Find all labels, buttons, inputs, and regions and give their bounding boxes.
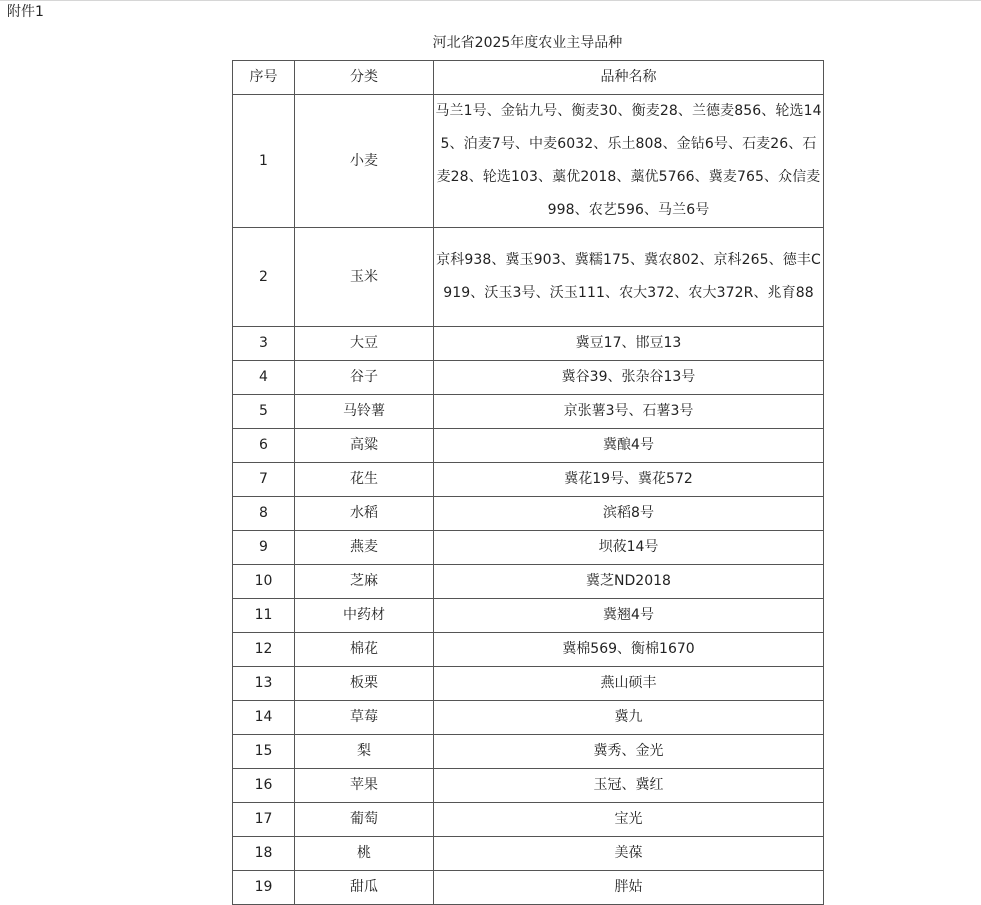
row-no: 14 <box>233 701 295 735</box>
row-no: 15 <box>233 735 295 769</box>
row-varieties: 宝光 <box>434 803 824 837</box>
row-category: 马铃薯 <box>295 395 434 429</box>
table-row <box>233 871 824 905</box>
header-no: 序号 <box>233 61 295 95</box>
top-divider <box>0 0 981 1</box>
table-row <box>233 701 824 735</box>
table-row <box>233 531 824 565</box>
row-varieties: 冀谷39、张杂谷13号 <box>434 361 824 395</box>
row-no: 17 <box>233 803 295 837</box>
row-category: 甜瓜 <box>295 871 434 905</box>
table-row <box>233 599 824 633</box>
row-no: 3 <box>233 327 295 361</box>
table-row <box>233 463 824 497</box>
row-category: 板栗 <box>295 667 434 701</box>
row-varieties: 玉冠、冀红 <box>434 769 824 803</box>
row-varieties: 冀九 <box>434 701 824 735</box>
row-category: 苹果 <box>295 769 434 803</box>
row-no: 12 <box>233 633 295 667</box>
table-row <box>233 803 824 837</box>
table-row <box>233 327 824 361</box>
row-category: 葡萄 <box>295 803 434 837</box>
row-varieties: 冀芝ND2018 <box>434 565 824 599</box>
row-category: 高粱 <box>295 429 434 463</box>
row-varieties: 京张薯3号、石薯3号 <box>434 395 824 429</box>
table-row <box>233 429 824 463</box>
row-no: 6 <box>233 429 295 463</box>
table-row <box>233 565 824 599</box>
row-category: 中药材 <box>295 599 434 633</box>
row-category: 棉花 <box>295 633 434 667</box>
row-varieties: 冀秀、金光 <box>434 735 824 769</box>
row-varieties: 冀花19号、冀花572 <box>434 463 824 497</box>
row-category: 大豆 <box>295 327 434 361</box>
row-no: 11 <box>233 599 295 633</box>
row-varieties: 京科938、冀玉903、冀糯175、冀农802、京科265、德丰C919、沃玉3号、沃玉111、农大372、农大372R、兆育88 <box>434 228 824 327</box>
row-no: 16 <box>233 769 295 803</box>
table-header-row <box>233 61 824 95</box>
row-category: 芝麻 <box>295 565 434 599</box>
table-row <box>233 395 824 429</box>
row-category: 花生 <box>295 463 434 497</box>
row-varieties: 美葆 <box>434 837 824 871</box>
row-category: 谷子 <box>295 361 434 395</box>
row-no: 9 <box>233 531 295 565</box>
row-varieties: 冀豆17、邯豆13 <box>434 327 824 361</box>
row-varieties: 冀棉569、衡棉1670 <box>434 633 824 667</box>
attachment-label: 附件1 <box>7 4 44 20</box>
table-row <box>233 361 824 395</box>
table-row <box>233 95 824 228</box>
row-no: 2 <box>233 228 295 327</box>
row-varieties: 坝莜14号 <box>434 531 824 565</box>
row-category: 玉米 <box>295 228 434 327</box>
table-row <box>233 633 824 667</box>
table-row <box>233 228 824 327</box>
row-category: 水稻 <box>295 497 434 531</box>
row-no: 1 <box>233 95 295 228</box>
row-varieties: 马兰1号、金钻九号、衡麦30、衡麦28、兰德麦856、轮选145、泊麦7号、中麦6032、乐土808、金钻6号、石麦26、石麦28、轮选103、藁优2018、藁优5766、冀麦765、众信麦998、农艺596、马兰6号 <box>434 95 824 228</box>
table-row <box>233 497 824 531</box>
row-no: 5 <box>233 395 295 429</box>
row-no: 7 <box>233 463 295 497</box>
table-row <box>233 769 824 803</box>
row-category: 燕麦 <box>295 531 434 565</box>
document-title: 河北省2025年度农业主导品种 <box>432 35 623 51</box>
row-no: 10 <box>233 565 295 599</box>
table-row <box>233 837 824 871</box>
row-varieties: 冀翘4号 <box>434 599 824 633</box>
varieties-table <box>232 60 824 905</box>
table-row <box>233 735 824 769</box>
row-varieties: 滨稻8号 <box>434 497 824 531</box>
row-no: 4 <box>233 361 295 395</box>
header-category: 分类 <box>295 61 434 95</box>
row-category: 梨 <box>295 735 434 769</box>
row-varieties: 冀酿4号 <box>434 429 824 463</box>
row-category: 小麦 <box>295 95 434 228</box>
row-no: 8 <box>233 497 295 531</box>
row-no: 18 <box>233 837 295 871</box>
row-varieties: 燕山硕丰 <box>434 667 824 701</box>
table-row <box>233 667 824 701</box>
row-category: 桃 <box>295 837 434 871</box>
header-varieties: 品种名称 <box>434 61 824 95</box>
row-varieties: 胖姑 <box>434 871 824 905</box>
row-category: 草莓 <box>295 701 434 735</box>
row-no: 13 <box>233 667 295 701</box>
row-no: 19 <box>233 871 295 905</box>
